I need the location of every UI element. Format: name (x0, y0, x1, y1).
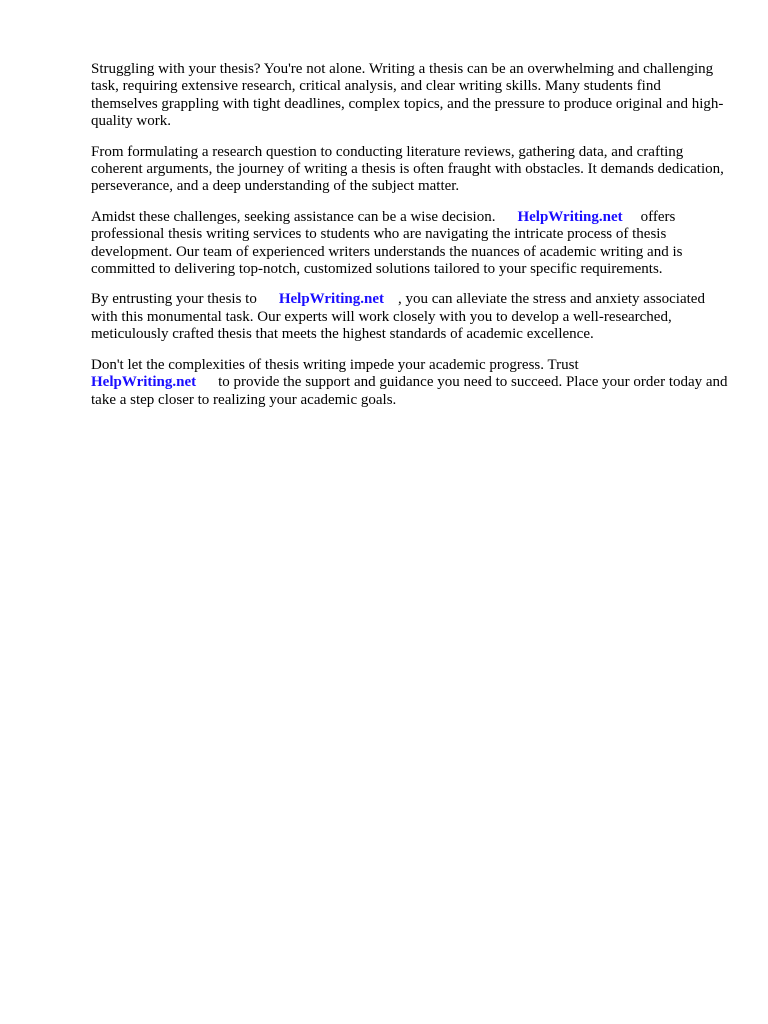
paragraph-closing (91, 357, 731, 409)
helpwriting-link-3[interactable]: HelpWriting.net (91, 374, 197, 391)
paragraph-assistance (91, 209, 731, 279)
paragraph-closing-text-before: Don't let the complexities of thesis writing impede your academic progress. Trust (91, 356, 579, 373)
document-body (91, 61, 731, 422)
paragraph-journey-text: From formulating a research question to conducting literature reviews, gathering data, and crafting coherent arguments, the journey of writing a thesis is often fraught with obstacles. It demands dedication, perseverance, and a deep understanding of the subject matter. (91, 143, 724, 195)
paragraph-assistance-text-before: Amidst these challenges, seeking assistance can be a wise decision. (91, 208, 496, 225)
paragraph-assistance-text-after: offers professional thesis writing services to students who are navigating the intricate process of thesis development. Our team of experienced writers understands the nuances of academic writing and is committed to delivering top-notch, customized solutions tailored to your specific requirements. (91, 208, 683, 278)
paragraph-entrusting (91, 291, 731, 343)
paragraph-journey (91, 144, 731, 196)
paragraph-intro-text: Struggling with your thesis? You're not alone. Writing a thesis can be an overwhelming and challenging task, requiring extensive research, critical analysis, and clear writing skills. Many students find themselves grappling with tight deadlines, complex topics, and the pressure to produce original and high-quality work. (91, 61, 724, 130)
paragraph-entrusting-text-before: By entrusting your thesis to (91, 291, 257, 308)
paragraph-intro (91, 61, 731, 131)
paragraph-entrusting-text-after: , you can alleviate the stress and anxiety associated with this monumental task. Our experts will work closely with you to develop a well-researched, meticulously crafted thesis that meets the highest standards of academic excellence. (91, 291, 705, 343)
helpwriting-link-2[interactable]: HelpWriting.net (278, 291, 384, 308)
paragraph-closing-text-after: to provide the support and guidance you need to succeed. Place your order today and take a step closer to realizing your academic goals. (91, 374, 728, 408)
helpwriting-link-1[interactable]: HelpWriting.net (517, 208, 623, 225)
